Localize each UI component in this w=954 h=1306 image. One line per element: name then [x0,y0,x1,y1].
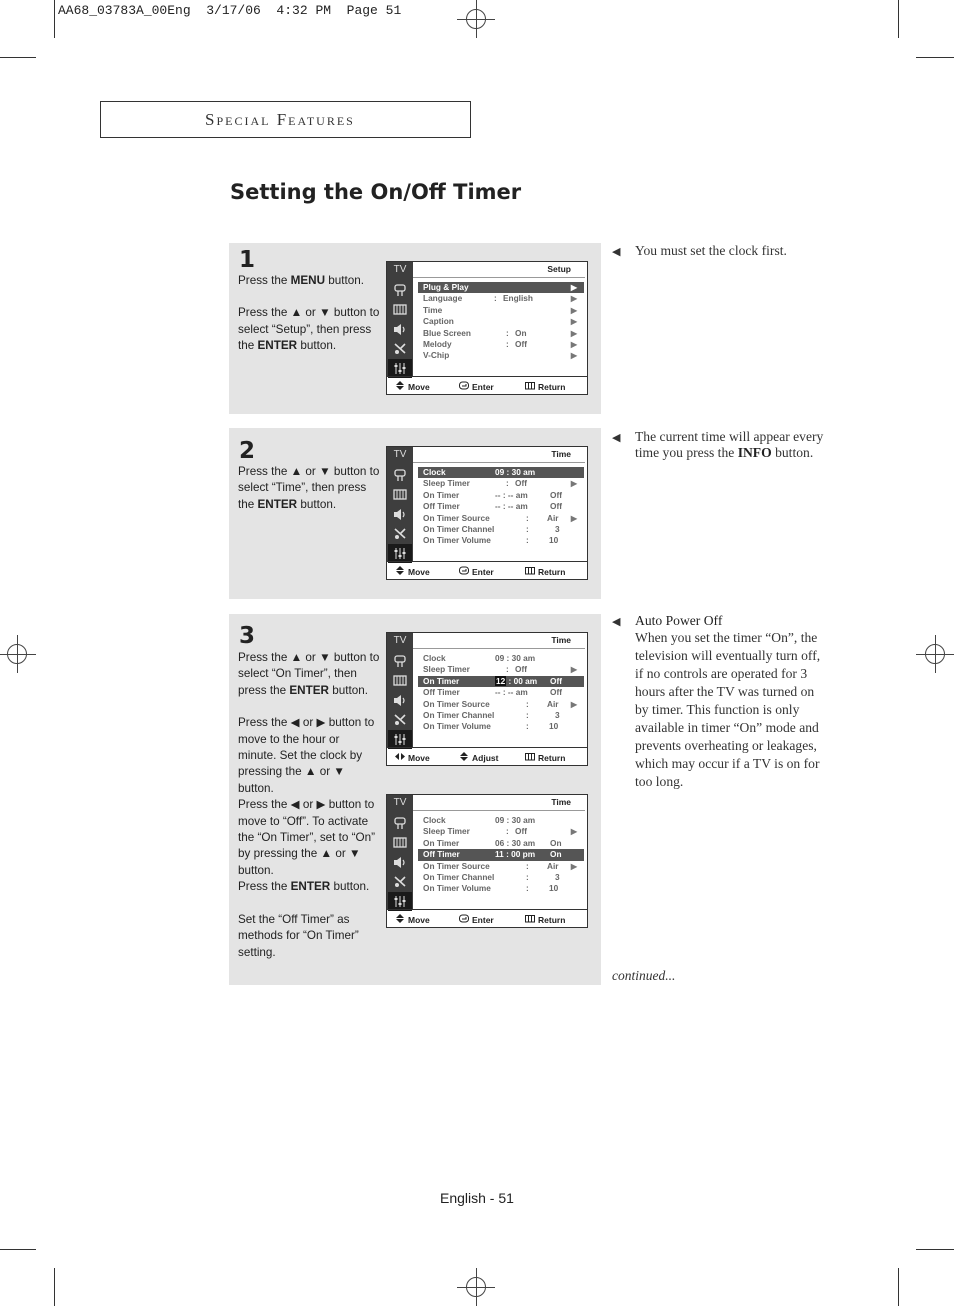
osd-item-value: 3 [555,871,560,882]
osd-item-label: On Timer Volume [423,535,491,546]
osd-item-label: Sleep Timer [423,478,470,489]
osd-footer-hint [525,566,565,577]
bold-term: MENU [290,274,326,287]
note-marker-icon: ◀ [612,246,621,258]
osd-separator: : [526,871,529,882]
osd-separator: : [526,883,529,894]
osd-item-value: On [515,327,527,338]
osd-item-label: On Timer [423,489,460,500]
osd-separator: : [506,478,509,489]
osd-menu-item [418,815,584,826]
page-title: Setting the On/Off Timer [230,180,522,204]
channel-icon [391,526,409,542]
sound-icon [391,854,409,870]
instruction-paragraph [238,715,380,797]
osd-menu-item [418,664,584,675]
osd-menu-list [418,653,584,733]
osd-footer-label: Adjust [472,752,499,763]
osd-menu-item [418,849,584,860]
osd-icon-bar [387,649,413,747]
osd-header [387,633,587,649]
osd-footer-hint [459,566,494,577]
osd-item-value: 3 [555,709,560,720]
tv-osd-screen [386,261,588,395]
osd-item-label: On Timer Channel [423,523,495,534]
antenna-icon [391,467,409,483]
osd-footer-hint [525,381,565,392]
text-run: button. [330,880,370,894]
crop-mark [898,1268,899,1306]
osd-footer-hint [459,752,498,763]
text-run: Press the ▲ or ▼ button to select “Setup”, then press the [238,306,380,353]
osd-menu-item [418,676,584,687]
osd-menu-list [418,467,584,547]
picture-icon [391,487,409,503]
osd-item-label: Off Timer [423,501,460,512]
osd-timer-state: Off [550,687,562,698]
osd-footer-label: Move [408,752,430,763]
osd-footer-hint [525,914,565,925]
osd-menu-item [418,328,584,339]
osd-time-value: -- : -- am [495,687,528,698]
osd-time-edit-field: 12 [496,675,506,686]
osd-footer-label: Enter [472,914,494,925]
osd-footer-hint [395,914,430,925]
osd-item-label: On Timer Volume [423,883,491,894]
osd-menu-item [418,710,584,721]
osd-time-value: 09 : 30 am [495,467,536,477]
osd-menu-item [418,513,584,524]
osd-time-value: 09 : 30 am [495,653,536,663]
text-run: Press the [238,880,291,894]
osd-time-value [495,676,537,687]
note-marker-icon: ◀ [612,616,621,628]
osd-header [387,262,587,278]
osd-item-value: Off [515,478,527,489]
note-heading: Auto Power Off [635,613,723,628]
tv-osd-screen [386,632,588,766]
osd-icon-bar [387,463,413,561]
crop-mark [54,0,55,38]
osd-menu-item [418,350,584,361]
osd-submenu-arrow: ▶ [570,699,577,709]
osd-time-value: 06 : 30 am [495,837,536,848]
osd-separator: : [526,860,529,871]
move-icon [395,381,405,392]
picture-icon [391,302,409,318]
osd-footer-label: Return [538,914,566,925]
osd-submenu-arrow: ▶ [570,328,577,338]
step-instructions [238,273,380,355]
note-body: When you set the timer “On”, the television will eventually turn off, if no controls are operated for 3 hours after the TV was turned on by timer. This function is only available in timer “On” mode and prevents overheating or leakages, which may occur if a TV is on for too long. [635,630,821,789]
text-run: button. [297,497,337,511]
osd-menu-item [418,467,584,478]
picture-icon [391,673,409,689]
osd-separator: : [506,664,509,675]
osd-menu-item [418,653,584,664]
osd-separator: : [506,826,509,837]
text-run: button. [297,339,337,353]
text-run: Set the “Off Timer” as methods for “On Timer” setting. [238,912,359,959]
osd-menu-list [418,815,584,895]
osd-footer-hint [525,752,565,763]
osd-header [387,447,587,463]
osd-footer-hint [459,914,494,925]
return-icon [525,914,535,925]
instruction-paragraph [238,273,380,289]
osd-menu-title: Time [551,797,571,807]
osd-menu-item [418,282,584,293]
bold-term: ENTER [257,339,298,353]
osd-item-label: Sleep Timer [423,826,470,837]
osd-item-label: Plug & Play [423,282,469,292]
note-marker-icon: ◀ [612,432,621,444]
step-number: 1 [239,247,256,273]
text-run: Press the [238,274,291,287]
osd-source-label: TV [387,795,413,811]
osd-footer-hint [459,381,494,392]
osd-item-value: 10 [549,883,559,894]
osd-header [387,795,587,811]
osd-submenu-arrow: ▶ [570,479,577,489]
crop-mark [898,0,899,38]
osd-footer-hint [395,566,430,577]
osd-footer [387,747,587,765]
osd-item-label: On Timer Source [423,698,490,709]
text-run: Press the ◀ or ▶ button to move to “Off”. To activate the “On Timer”, set to “On” by pressing the ▲ or ▼ button. [238,798,376,877]
osd-divider [413,648,585,649]
osd-item-value: Air [547,860,559,871]
osd-submenu-arrow: ▶ [570,317,577,327]
instruction-paragraph [238,879,380,895]
enter-icon [459,566,469,577]
channel-icon [391,712,409,728]
osd-footer-label: Move [408,566,430,577]
move-icon [395,566,405,577]
osd-menu-title: Time [551,635,571,645]
osd-footer-label: Return [538,381,566,392]
crop-mark [0,57,36,58]
osd-footer-label: Enter [472,381,494,392]
osd-item-label: Blue Screen [423,327,471,338]
osd-timer-state: On [550,837,562,848]
osd-separator: : [526,523,529,534]
osd-item-label: On Timer [423,675,460,686]
osd-footer-hint [395,381,430,392]
osd-submenu-arrow: ▶ [570,283,577,292]
osd-separator: : [526,721,529,732]
osd-timer-state: Off [550,489,562,500]
osd-menu-item [418,339,584,350]
antenna-icon [391,815,409,831]
osd-footer [387,561,587,579]
text-run: Press the ▲ or ▼ button to select “Time”, then press the [238,465,380,511]
return-icon [525,566,535,577]
instruction-paragraph [238,797,380,879]
osd-item-label: Melody [423,338,452,349]
note-text [635,429,827,461]
osd-item-value: Off [515,664,527,675]
osd-item-label: Off Timer [423,849,460,860]
osd-separator: : [526,698,529,709]
note-text [635,243,827,259]
osd-item-value: 10 [549,721,559,732]
osd-item-value: 3 [555,523,560,534]
osd-menu-item [418,501,584,512]
osd-source-label: TV [387,262,413,278]
osd-timer-state: Off [550,675,562,686]
osd-item-label: On Timer Channel [423,709,495,720]
move-icon [395,914,405,925]
osd-menu-item [418,490,584,501]
registration-mark [457,0,495,38]
osd-time-value: -- : -- am [495,501,528,512]
osd-separator: : [494,293,497,304]
instruction-paragraph [238,650,380,699]
osd-footer-label: Move [408,381,430,392]
osd-item-value: Off [515,338,527,349]
osd-submenu-arrow: ▶ [570,827,577,837]
page-footer: English - 51 [440,1190,514,1206]
text-run: button. [328,683,368,697]
text-run: button. [771,445,814,460]
osd-separator: : [506,327,509,338]
osd-menu-item [418,861,584,872]
section-title: Special Features [205,110,355,129]
osd-footer-label: Return [538,752,566,763]
note-auto-power-off [612,613,827,791]
bold-term: ENTER [257,497,298,511]
text-run: button. [325,274,365,287]
osd-item-label: V-Chip [423,350,450,361]
osd-menu-item [418,699,584,710]
text-run: Press the ◀ or ▶ button to move to the hour or minute. Set the clock by pressing the ▲ or ▼ button. [238,716,375,795]
osd-time-value: -- : -- am [495,489,528,500]
instruction-paragraph [238,464,380,513]
text-run: The current time will appear every time you press the [635,429,824,460]
osd-submenu-arrow: ▶ [570,339,577,349]
osd-divider [413,810,585,811]
note-clock-first [612,243,827,259]
channel-icon [391,341,409,357]
osd-item-label: On Timer [423,837,460,848]
step-number: 3 [239,623,256,649]
antenna-icon [391,653,409,669]
sound-icon [391,321,409,337]
osd-submenu-arrow: ▶ [570,305,577,315]
enter-icon [459,914,469,925]
osd-icon-bar [387,278,413,376]
osd-divider [413,277,585,278]
osd-item-label: Sleep Timer [423,664,470,675]
osd-menu-list [418,282,584,362]
osd-time-value: 09 : 30 am [495,815,536,825]
osd-item-label: Clock [423,467,446,477]
osd-separator: : [506,338,509,349]
osd-item-label: Clock [423,815,446,825]
osd-submenu-arrow: ▶ [570,351,577,361]
crop-mark [916,1249,954,1250]
osd-item-label: Clock [423,653,446,663]
osd-icon-bar [387,811,413,909]
crop-mark [54,1268,55,1306]
registration-mark [457,1268,495,1306]
step-number: 2 [239,438,256,464]
osd-item-value: 10 [549,535,559,546]
continued-label: continued... [612,968,676,983]
sound-icon [391,692,409,708]
osd-submenu-arrow: ▶ [570,861,577,871]
enter-icon [459,381,469,392]
osd-source-label: TV [387,447,413,463]
osd-submenu-arrow: ▶ [570,665,577,675]
lr-icon [395,752,405,763]
crop-mark [916,57,954,58]
osd-separator: : [526,709,529,720]
osd-time-rest: : 00 am [506,675,538,686]
osd-footer [387,909,587,927]
print-slug: AA68_03783A_00Eng 3/17/06 4:32 PM Page 51 [58,3,402,18]
osd-footer-label: Move [408,914,430,925]
instruction-paragraph [238,912,380,961]
osd-item-label: Language [423,293,463,304]
osd-separator: : [526,535,529,546]
bold-term: ENTER [290,880,331,894]
step-instructions [238,650,380,961]
osd-item-label: On Timer Channel [423,871,495,882]
osd-divider [413,462,585,463]
osd-menu-title: Time [551,449,571,459]
section-heading-box [100,101,471,138]
sound-icon [391,506,409,522]
osd-menu-item [418,872,584,883]
osd-menu-item [418,293,584,304]
move-icon [459,752,469,763]
instruction-paragraph [238,305,380,354]
registration-mark [0,635,36,673]
osd-menu-item [418,721,584,732]
osd-item-label: On Timer Volume [423,721,491,732]
osd-menu-item [418,524,584,535]
bold-term: INFO [737,445,772,460]
osd-item-value: Air [547,512,559,523]
osd-footer-label: Enter [472,566,494,577]
picture-icon [391,835,409,851]
osd-item-label: On Timer Source [423,512,490,523]
return-icon [525,752,535,763]
osd-timer-state: On [550,849,562,860]
return-icon [525,381,535,392]
osd-menu-item [418,305,584,316]
osd-item-value: Air [547,698,559,709]
osd-source-label: TV [387,633,413,649]
osd-menu-title: Setup [547,264,571,274]
osd-item-value: English [503,293,533,304]
osd-menu-item [418,883,584,894]
osd-menu-item [418,826,584,837]
osd-time-value: 11 : 00 pm [495,849,536,860]
crop-mark [0,1249,36,1250]
osd-item-label: Caption [423,316,454,327]
osd-timer-state: Off [550,501,562,512]
antenna-icon [391,282,409,298]
text-run: Press the ▲ or ▼ button to select “On Timer”, then press the [238,651,380,697]
osd-submenu-arrow: ▶ [570,294,577,304]
tv-osd-screen [386,794,588,928]
channel-icon [391,874,409,890]
osd-item-value: Off [515,826,527,837]
osd-item-label: On Timer Source [423,860,490,871]
osd-menu-item [418,535,584,546]
osd-separator: : [526,512,529,523]
text-run: You must set the clock first. [635,243,787,258]
osd-menu-item [418,838,584,849]
bold-term: ENTER [289,683,329,697]
osd-footer-hint [395,752,430,763]
osd-footer-label: Return [538,566,566,577]
note-info-button [612,429,827,461]
note-text [635,613,827,791]
osd-menu-item [418,687,584,698]
osd-submenu-arrow: ▶ [570,513,577,523]
registration-mark [916,635,954,673]
tv-osd-screen [386,446,588,580]
step-instructions [238,464,380,513]
osd-item-label: Time [423,304,443,315]
osd-menu-item [418,478,584,489]
osd-menu-item [418,316,584,327]
osd-footer [387,376,587,394]
osd-item-label: Off Timer [423,687,460,698]
